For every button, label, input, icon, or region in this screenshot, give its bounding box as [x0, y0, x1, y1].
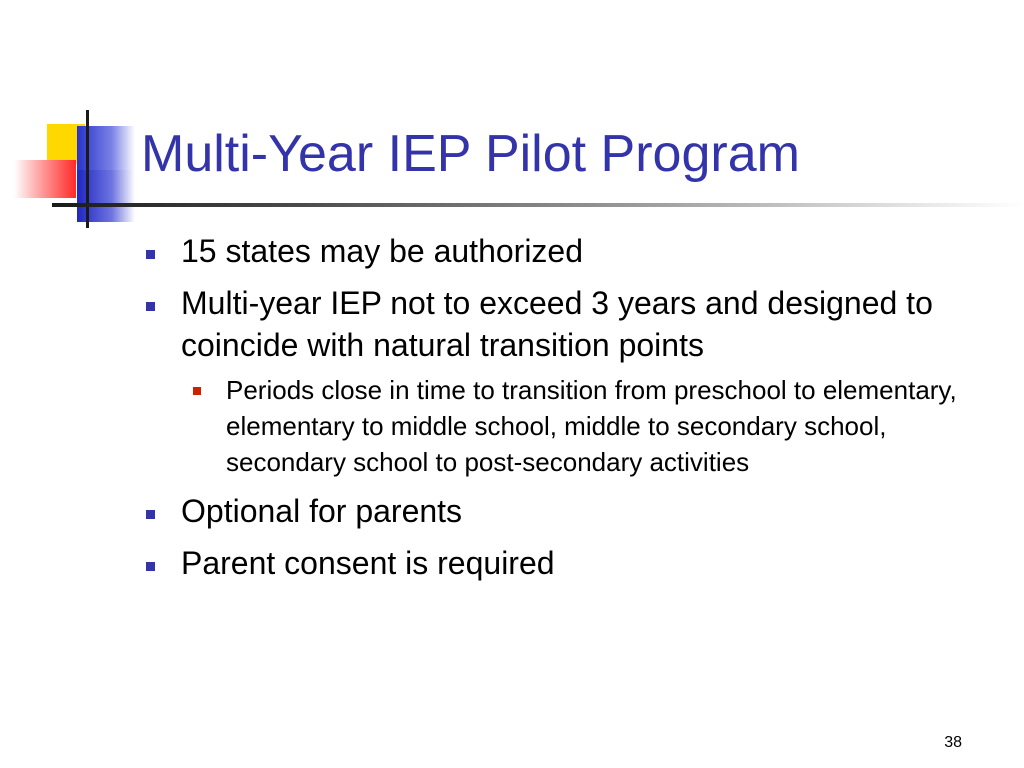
square-bullet-icon: [146, 250, 155, 259]
slide-title: Multi-Year IEP Pilot Program: [141, 125, 800, 183]
bullet-text: Parent consent is required: [181, 545, 555, 581]
red-square-decoration: [14, 160, 76, 198]
bullet-text: Optional for parents: [181, 493, 463, 529]
bullet-text: Multi-year IEP not to exceed 3 years and designed to coincide with natural transition points: [181, 285, 933, 363]
bullet-item: [146, 490, 966, 532]
sub-bullet-list: [181, 372, 961, 480]
title-underline-rule: [52, 203, 1024, 207]
bullet-item: [146, 282, 961, 480]
square-sub-bullet-icon: [193, 387, 201, 395]
bullet-text: 15 states may be authorized: [181, 233, 584, 269]
square-bullet-icon: [146, 302, 155, 311]
bullet-list: [146, 230, 966, 594]
page-number: 38: [944, 734, 962, 751]
bullet-item: [146, 230, 966, 272]
sub-bullet-text: Periods close in time to transition from preschool to elementary, elementary to middle school, middle to secondary school, secondary school to post-secondary activities: [226, 375, 957, 477]
bullet-item: [146, 542, 966, 584]
square-bullet-icon: [146, 510, 155, 519]
sub-bullet-item: [181, 372, 976, 480]
vertical-rule: [86, 110, 89, 228]
square-bullet-icon: [146, 562, 155, 571]
